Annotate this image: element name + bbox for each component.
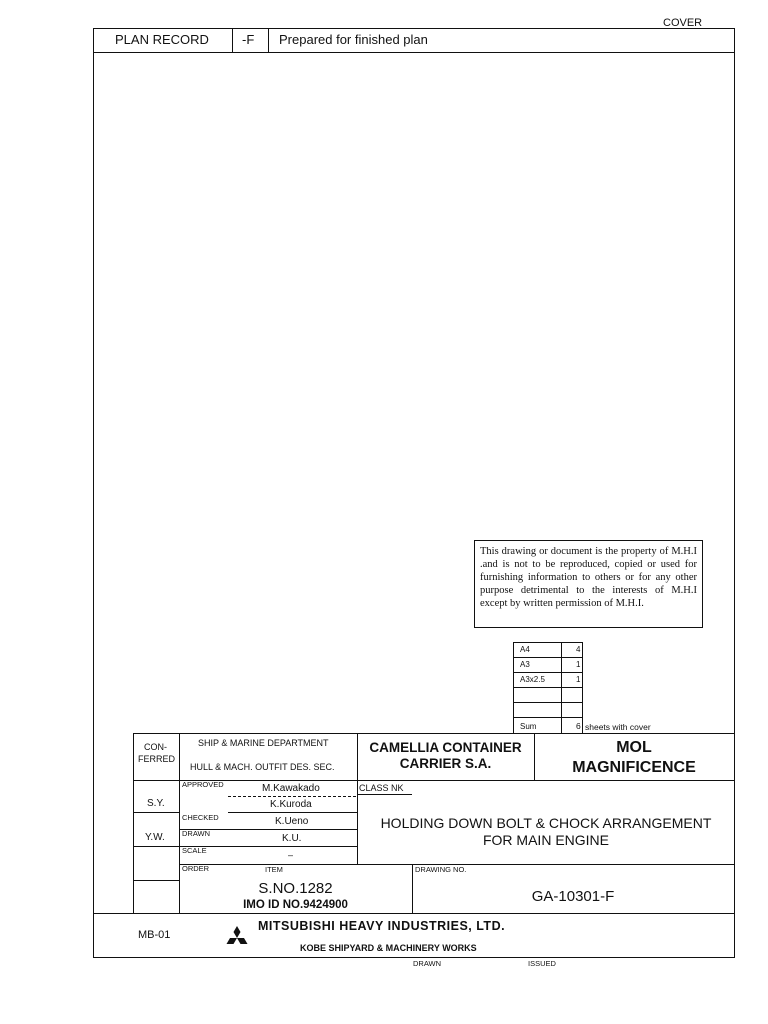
order-label: ORDER: [182, 864, 210, 873]
class-label-text: CLASS: [359, 783, 389, 793]
property-notice: This drawing or document is the property of M.H.I .and is not to be reproduced, copied or used for furnishing information to others or for any other purpose detrimental to the interests of M.H.I except by written permission of M.H.I.: [474, 540, 703, 628]
checked-by: K.Ueno: [275, 816, 309, 827]
item-label: ITEM: [265, 865, 283, 874]
scale-value: –: [288, 850, 294, 860]
sheet-count-a4: 4: [576, 645, 581, 654]
sheet-size-a3x25: A3x2.5: [520, 675, 545, 684]
sheet-size-a3: A3: [520, 660, 530, 669]
cover-label: COVER: [663, 17, 703, 29]
conferred-label-line1: CON-: [144, 742, 167, 752]
approved-label: APPROVED: [182, 780, 224, 789]
company-name: MITSUBISHI HEAVY INDUSTRIES, LTD.: [258, 919, 506, 933]
ship-name: [534, 738, 734, 778]
sheet-count-a3x25: 1: [576, 675, 581, 684]
sheet-sum-value: 6: [576, 721, 581, 731]
approved-by-second: K.Kuroda: [270, 799, 312, 810]
drawing-title-line2: FOR MAIN ENGINE: [482, 832, 609, 848]
sheet-size-a4: A4: [520, 645, 530, 654]
department-line2: HULL & MACH. OUTFIT DES. SEC.: [190, 762, 335, 772]
plan-record-divider: [93, 52, 735, 53]
ship-line1: MOL: [616, 739, 652, 756]
ship-line2: MAGNIFICENCE: [572, 759, 696, 776]
sheet-sum-note: sheets with cover: [585, 722, 651, 732]
drawn-label: DRAWN: [182, 829, 211, 838]
plan-record-description: Prepared for finished plan: [279, 32, 428, 47]
sheet-code: MB-01: [138, 929, 171, 941]
department-line1: SHIP & MARINE DEPARTMENT: [198, 738, 329, 748]
owner-line2: CARRIER S.A.: [399, 756, 492, 771]
class-label: [359, 784, 404, 793]
plan-record-revision: -F: [242, 32, 255, 47]
conferred-sy: S.Y.: [147, 798, 165, 809]
approved-by: M.Kawakado: [262, 783, 320, 794]
class-value: NK: [391, 783, 404, 793]
drawing-number: GA-10301-F: [531, 888, 615, 905]
mitsubishi-logo-icon: [221, 925, 253, 951]
scale-label: SCALE: [182, 846, 207, 855]
drawing-no-label: DRAWING NO.: [415, 865, 467, 874]
checked-label: CHECKED: [182, 813, 219, 822]
footer-issued-label: ISSUED: [528, 959, 556, 968]
drawing-title: [357, 815, 735, 849]
drawn-by: K.U.: [282, 833, 302, 844]
owner-line1: CAMELLIA CONTAINER: [369, 740, 522, 755]
company-works: KOBE SHIPYARD & MACHINERY WORKS: [300, 943, 477, 953]
conferred-label-line2: FERRED: [138, 754, 176, 764]
imo-number: IMO ID NO.9424900: [243, 899, 348, 911]
owner-name: [357, 740, 534, 772]
sheet-sum-label: Sum: [520, 722, 537, 731]
plan-record-label: PLAN RECORD: [115, 32, 209, 47]
footer-drawn-label: DRAWN: [413, 959, 442, 968]
sheet-count-a3: 1: [576, 660, 581, 669]
drawing-title-line1: HOLDING DOWN BOLT & CHOCK ARRANGEMENT: [380, 815, 712, 831]
conferred-yw: Y.W.: [145, 832, 165, 843]
ship-number: S.NO.1282: [258, 880, 333, 897]
